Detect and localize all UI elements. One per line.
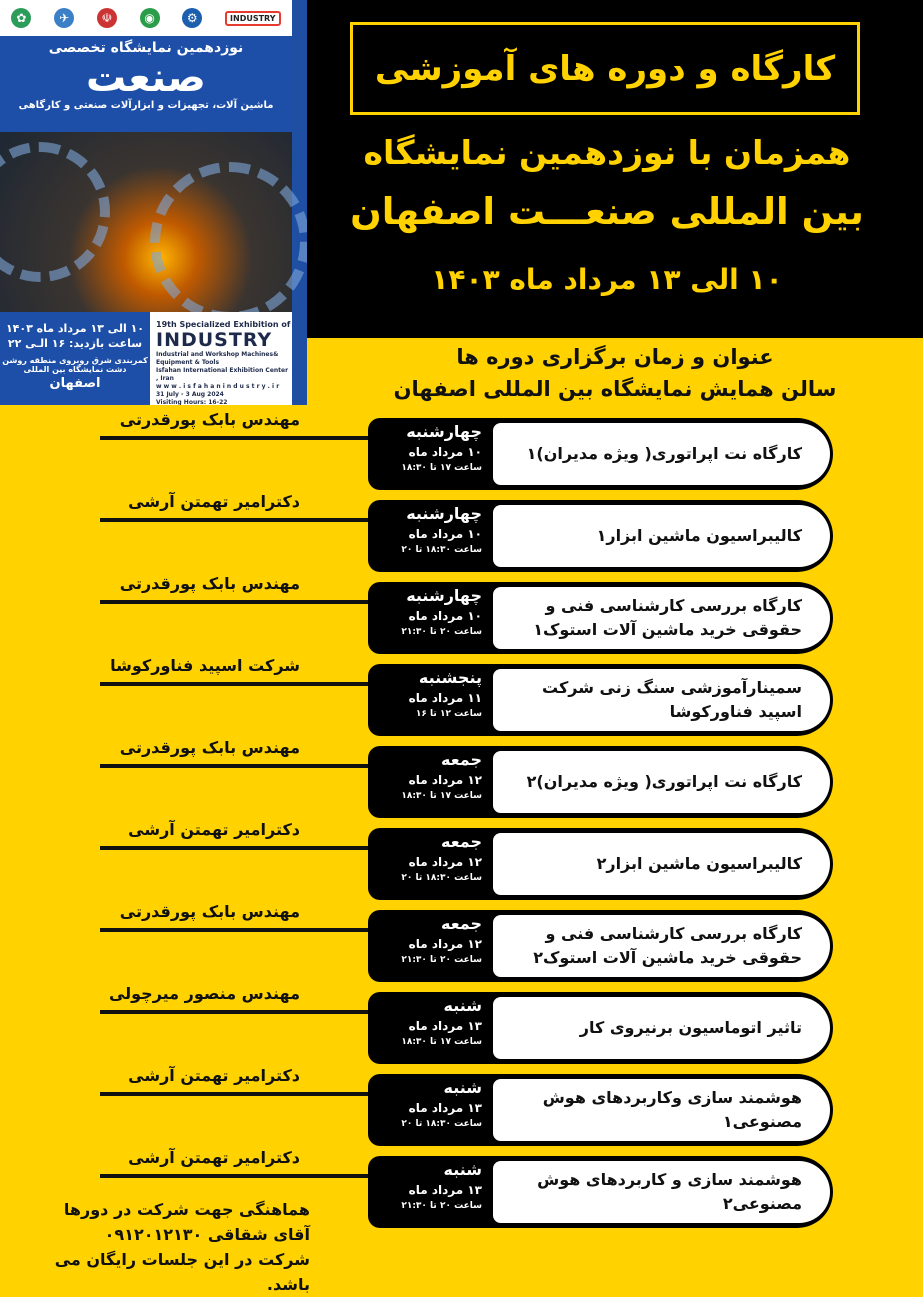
instructor-name: مهندس منصور میرچولی [108, 984, 300, 1003]
session-day: چهارشنبه [406, 422, 482, 441]
eng-website: w w w . i s f a h a n i n d u s t r y . i r [156, 383, 280, 390]
session-time: ساعت ۲۰ تا ۲۱:۳۰ [401, 955, 482, 965]
header-dates: ۱۰ الی ۱۳ مرداد ماه ۱۴۰۳ [431, 263, 783, 296]
poster-dates: ۱۰ الی ۱۳ مرداد ماه ۱۴۰۳ [5, 322, 145, 335]
session-title: تاثیر اتوماسیون برنیروی کار [579, 1018, 802, 1037]
schedule-row [0, 574, 923, 654]
poster-nth-title: نوزدهمین نمایشگاه تخصصی [48, 40, 244, 56]
schedule-row [0, 984, 923, 1064]
section-subtitle: سالن همایش نمایشگاه بین المللی اصفهان [393, 377, 837, 401]
section-title: عنوان و زمان برگزاری دوره ها [456, 345, 774, 369]
session-date-text: ۱۲ مرداد ماه [408, 773, 482, 787]
session-pill [368, 828, 833, 900]
session-pill [368, 1074, 833, 1146]
connector-line [100, 928, 368, 932]
session-date [370, 503, 488, 569]
session-title-box [493, 1161, 830, 1223]
session-pill [368, 418, 833, 490]
instructor-name: شرکت اسپید فناورکوشا [110, 656, 300, 675]
session-date [370, 913, 488, 979]
session-time: ساعت ۱۷ تا ۱۸:۳۰ [401, 1037, 482, 1047]
session-day: چهارشنبه [406, 504, 482, 523]
footer-line1: هماهنگی جهت شرکت در دورها [63, 1200, 310, 1219]
instructor-name: دکترامیر تهمتن آرشی [128, 1066, 300, 1085]
eng-line3: Isfahan International Exhibition Center , Iran [156, 367, 289, 382]
schedule-row [0, 738, 923, 818]
session-date-text: ۱۲ مرداد ماه [408, 855, 482, 869]
poster-subtitle: ماشین آلات، تجهیزات و ابزارآلات صنعتی و کارگاهی [18, 100, 274, 111]
eng-dates: 31 July - 3 Aug 2024 [156, 391, 224, 398]
schedule-row [0, 902, 923, 982]
session-day: جمعه [441, 914, 482, 933]
session-date-text: ۱۳ مرداد ماه [408, 1183, 482, 1197]
session-pill [368, 664, 833, 736]
session-day: جمعه [441, 832, 482, 851]
session-title: کارگاه نت اپراتوری( ویژه مدیران)۲ [526, 772, 802, 791]
session-title: سمینارآموزشی سنگ زنی شرکت اسپید فناورکوشا [542, 678, 802, 721]
session-title-box [493, 669, 830, 731]
session-title-box [493, 833, 830, 895]
connector-line [100, 846, 368, 850]
poster-location: کمربندی شرق روبروی منطقه روشن دشت نمایشگاه بین المللی [2, 356, 148, 374]
connector-line [100, 600, 368, 604]
instructor-name: مهندس بابک پورقدرتی [119, 902, 300, 921]
session-date [370, 749, 488, 815]
session-time: ساعت ۱۷ تا ۱۸:۳۰ [401, 791, 482, 801]
schedule-row [0, 1066, 923, 1146]
instructor-name: دکترامیر تهمتن آرشی [128, 1148, 300, 1167]
boxed-title: کارگاه و دوره های آموزشی [350, 22, 860, 115]
session-pill [368, 992, 833, 1064]
session-title-box [493, 505, 830, 567]
session-pill [368, 500, 833, 572]
session-day: پنجشنبه [418, 668, 482, 687]
session-title: هوشمند سازی و کاربردهای هوش مصنوعی۲ [537, 1170, 802, 1213]
session-title-box [493, 997, 830, 1059]
footer-free-note: شرکت در این جلسات رایگان می باشد. [54, 1250, 310, 1294]
session-date [370, 421, 488, 487]
eng-hours: Visiting Hours: 16-22 [156, 399, 228, 405]
gear-icon [150, 162, 307, 322]
sponsor-logo-icon: ◉ [140, 8, 160, 28]
poster-city: اصفهان [49, 376, 101, 391]
schedule-row [0, 492, 923, 572]
session-title: کارگاه بررسی کارشناسی فنی و حقوقی خرید ماشین آلات استوک۱ [533, 596, 802, 639]
sponsor-logo-icon: ✿ [11, 8, 31, 28]
session-time: ساعت ۲۰ تا ۲۱:۳۰ [401, 627, 482, 637]
poster-english [150, 312, 292, 405]
session-title: کارگاه نت اپراتوری( ویژه مدیران)۱ [526, 444, 802, 463]
connector-line [100, 764, 368, 768]
eng-brand: INDUSTRY [156, 329, 273, 351]
session-title: کالیبراسیون ماشین ابزار۱ [596, 526, 802, 545]
session-date-text: ۱۳ مرداد ماه [408, 1101, 482, 1115]
session-time: ساعت ۱۸:۳۰ تا ۲۰ [401, 873, 482, 883]
session-date-text: ۱۱ مرداد ماه [408, 691, 482, 705]
session-time: ساعت ۱۷ تا ۱۸:۳۰ [401, 463, 482, 473]
instructor-name: دکترامیر تهمتن آرشی [128, 820, 300, 839]
sponsor-logo-icon: ✈ [54, 8, 74, 28]
session-pill [368, 582, 833, 654]
session-time: ساعت ۱۲ تا ۱۶ [415, 709, 482, 719]
session-time: ساعت ۱۸:۳۰ تا ۲۰ [401, 1119, 482, 1129]
session-time: ساعت ۲۰ تا ۲۱:۳۰ [401, 1201, 482, 1211]
session-time: ساعت ۱۸:۳۰ تا ۲۰ [401, 545, 482, 555]
schedule-row [0, 410, 923, 490]
instructor-name: مهندس بابک پورقدرتی [119, 410, 300, 429]
connector-line [100, 682, 368, 686]
instructor-name: مهندس بابک پورقدرتی [119, 738, 300, 757]
session-date [370, 585, 488, 651]
session-title: کارگاه بررسی کارشناسی فنی و حقوقی خرید ماشین آلات استوک۲ [533, 924, 802, 967]
header-line1: همزمان با نوزدهمین نمایشگاه [363, 133, 851, 172]
eng-line1: 19th Specialized Exhibition of [156, 320, 291, 329]
connector-line [100, 436, 368, 440]
session-date-text: ۱۳ مرداد ماه [408, 1019, 482, 1033]
session-date [370, 667, 488, 733]
connector-line [100, 518, 368, 522]
exhibition-poster [0, 0, 307, 405]
session-day: چهارشنبه [406, 586, 482, 605]
session-pill [368, 910, 833, 982]
session-title-box [493, 751, 830, 813]
session-date-text: ۱۲ مرداد ماه [408, 937, 482, 951]
emblem-icon: ☫ [97, 8, 117, 28]
session-pill [368, 1156, 833, 1228]
gear-icon [0, 142, 110, 282]
session-date [370, 1159, 488, 1225]
session-title: هوشمند سازی وکاربردهای هوش مصنوعی۱ [542, 1088, 802, 1131]
session-day: شنبه [443, 1160, 482, 1179]
poster-visiting-hours: ساعت بازدید: ۱۶ الـی ۲۲ [7, 337, 143, 350]
session-date [370, 995, 488, 1061]
session-pill [368, 746, 833, 818]
eng-line2: Industrial and Workshop Machines& Equipment & Tools [156, 351, 279, 366]
footer-contact: آقای شقاقی ۰۹۱۲۰۱۲۱۳۰ [104, 1225, 310, 1244]
connector-line [100, 1010, 368, 1014]
connector-line [100, 1174, 368, 1178]
instructor-name: مهندس بابک پورقدرتی [119, 574, 300, 593]
session-title: کالیبراسیون ماشین ابزار۲ [596, 854, 802, 873]
session-day: شنبه [443, 1078, 482, 1097]
session-date-text: ۱۰ مرداد ماه [408, 445, 482, 459]
gear-logo-icon: ⚙ [182, 8, 202, 28]
session-date [370, 831, 488, 897]
session-date [370, 1077, 488, 1143]
poster-brand: صنعت [86, 55, 206, 101]
footer [10, 1197, 310, 1297]
industry-logo: INDUSTRY [225, 11, 281, 26]
poster-banner [0, 36, 292, 132]
header-line2: بین المللی صنعـــت اصفهان [350, 190, 864, 233]
header [307, 0, 923, 338]
instructor-name: دکترامیر تهمتن آرشی [128, 492, 300, 511]
session-date-text: ۱۰ مرداد ماه [408, 527, 482, 541]
connector-line [100, 1092, 368, 1096]
session-title-box [493, 423, 830, 485]
schedule-row [0, 656, 923, 736]
schedule-row [0, 820, 923, 900]
poster-photo [0, 132, 292, 312]
session-date-text: ۱۰ مرداد ماه [408, 609, 482, 623]
session-title-box [493, 1079, 830, 1141]
session-title-box [493, 587, 830, 649]
session-title-box [493, 915, 830, 977]
session-day: شنبه [443, 996, 482, 1015]
session-day: جمعه [441, 750, 482, 769]
poster-info [0, 312, 150, 405]
sponsor-logos [0, 0, 292, 36]
